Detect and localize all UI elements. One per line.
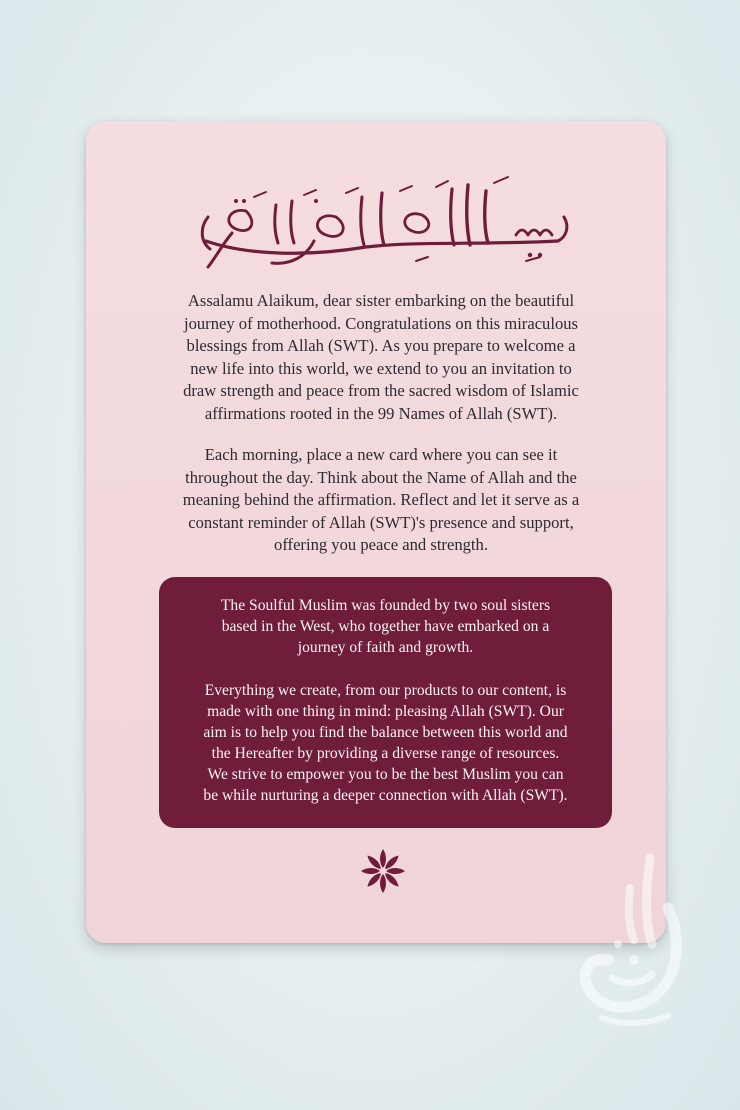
affirmation-card [86, 121, 666, 943]
about-paragraph-2: Everything we create, from our products to our content, is made with one thing in mind: pleasing Allah (SWT). Our aim is to help you find the balance between this world and the Hereafter by providing a diverse range of resources. We strive to empower you to be the best Muslim you can be while nurturing a deeper connection with Allah (SWT). [203, 682, 568, 804]
about-box [159, 577, 612, 828]
bismillah-calligraphy [186, 171, 576, 271]
usage-paragraph: Each morning, place a new card where you can see it throughout the day. Think about the Name of Allah and the meaning behind the affirmation. Reflect and let it serve as a constant reminder of Allah (SWT)'s presence and support, offering you peace and strength. [182, 445, 580, 555]
intro-paragraph: Assalamu Alaikum, dear sister embarking on the beautiful journey of motherhood. Congratulations on this miraculous blessings from Allah (SWT). As you prepare to welcome a new life into this world, we extend to you an invitation to draw strength and peace from the sacred wisdom of Islamic affirmations rooted in the 99 Names of Allah (SWT). [183, 291, 579, 423]
eight-petal-flower-icon [358, 846, 408, 896]
arabic-calligraphy-logo-icon [572, 848, 692, 1038]
about-paragraph-1: The Soulful Muslim was founded by two soul sisters based in the West, who together have embarked on a journey of faith and growth. [220, 597, 551, 656]
